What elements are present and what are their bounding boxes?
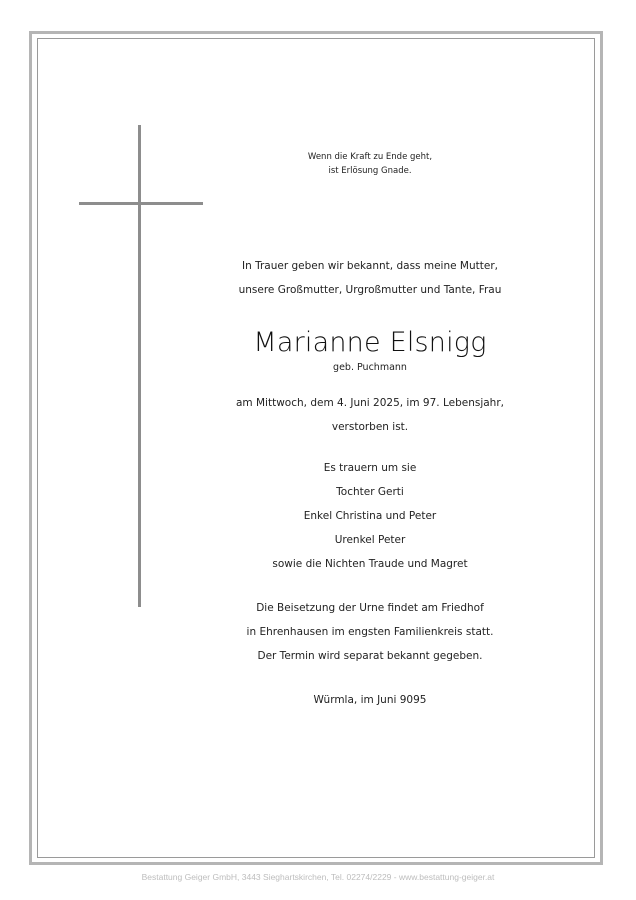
cross-horizontal-bar — [79, 202, 203, 205]
burial-line: Die Beisetzung der Urne findet am Friedhof — [256, 602, 484, 614]
burial-line: in Ehrenhausen im engsten Familienkreis statt. — [246, 626, 494, 638]
obituary-text — [190, 150, 550, 712]
mourners-list — [190, 456, 550, 576]
burial-notice — [190, 596, 550, 668]
death-line: verstorben ist. — [331, 421, 409, 433]
death-line: am Mittwoch, dem 4. Juni 2025, im 97. Lebensjahr, — [236, 397, 504, 409]
mourner-line: Es trauern um sie — [323, 462, 417, 474]
motto — [190, 150, 550, 178]
date-note: Der Termin wird separat bekannt gegeben. — [257, 650, 483, 662]
footer-imprint: Bestattung Geiger GmbH, 3443 Sieghartskirchen, Tel. 02274/2229 - www.bestattung-geiger.at — [141, 872, 495, 882]
intro-line: unsere Großmutter, Urgroßmutter und Tante, Frau — [238, 284, 502, 296]
mourner-line: Enkel Christina und Peter — [303, 510, 437, 522]
place-date-block — [190, 688, 550, 712]
motto-line: ist Erlösung Gnade. — [328, 166, 412, 176]
death-notice — [190, 391, 550, 439]
deceased-name: Marianne Elsnigg — [253, 327, 487, 358]
mourner-line: sowie die Nichten Traude und Magret — [272, 558, 468, 570]
motto-line: Wenn die Kraft zu Ende geht, — [307, 152, 433, 162]
deceased — [190, 326, 550, 376]
cross-vertical-bar — [138, 125, 141, 607]
place-date: Würmla, im Juni 9095 — [313, 694, 427, 706]
intro-line: In Trauer geben wir bekannt, dass meine Mutter, — [242, 260, 498, 272]
intro — [190, 254, 550, 302]
mourner-line: Tochter Gerti — [336, 486, 404, 498]
maiden-name: geb. Puchmann — [333, 362, 407, 373]
mourner-line: Urenkel Peter — [334, 534, 406, 546]
